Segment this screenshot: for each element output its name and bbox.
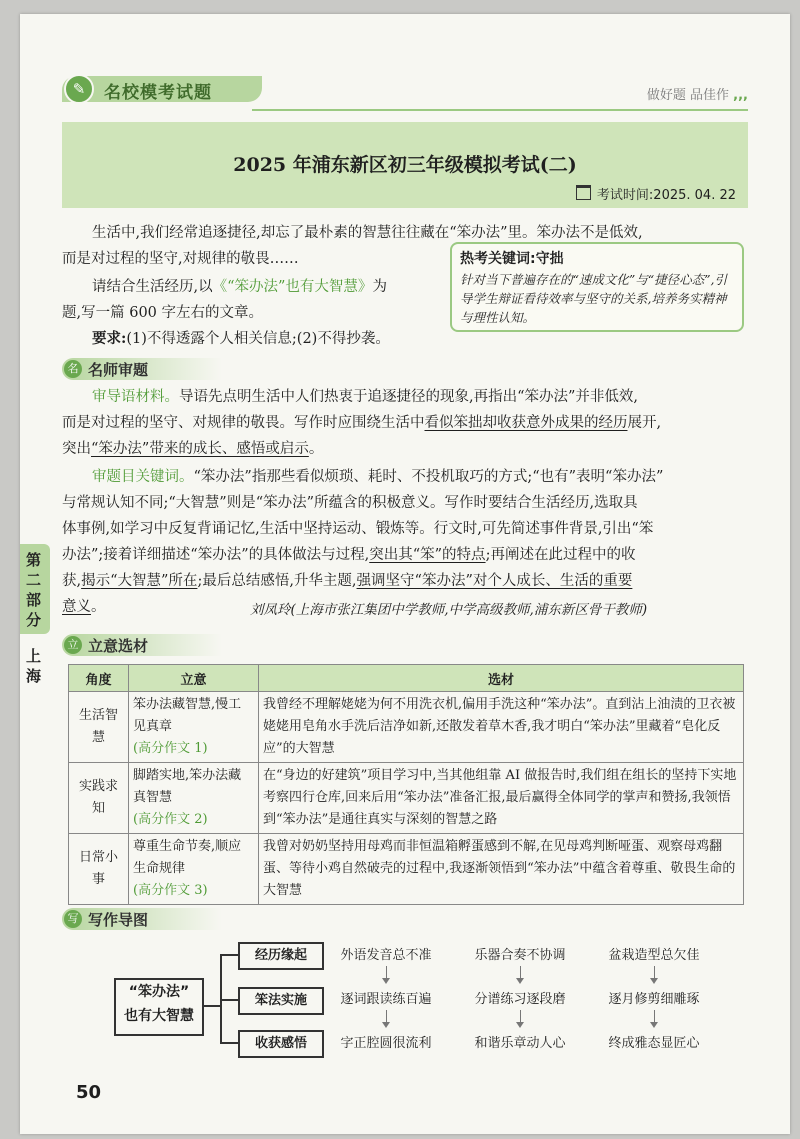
mindmap-item: 字正腔圆很流利 <box>340 1036 432 1051</box>
arrow-down-icon <box>386 966 387 980</box>
calendar-icon <box>576 185 591 200</box>
topics-table <box>68 664 744 905</box>
arrow-down-icon <box>520 1010 521 1024</box>
table-cell-idea: 脚踏实地,笨办法藏真智慧 (高分作文 2) <box>129 763 259 834</box>
page <box>20 14 790 1134</box>
mindmap-heading: 写 写作导图 <box>62 908 222 930</box>
section-banner <box>62 76 262 102</box>
tagline: 做好题 品佳作 ,,, <box>646 88 748 103</box>
connector <box>202 1005 220 1007</box>
table-cell-material: 在“身边的好建筑”项目学习中,当其他组靠 AI 做报告时,我们组在组长的坚持下实地考察四行仓库,回来后用“笨办法”准备汇报,最后赢得全体同学的掌声和赞扬,我领悟到“笨办法”是通往真实与深刻的智慧之路 <box>259 763 744 834</box>
mindmap-item: 和谐乐章动人心 <box>474 1036 566 1051</box>
table-header-row <box>69 665 744 692</box>
connector <box>220 999 238 1001</box>
table-cell-material: 我曾对奶奶坚持用母鸡而非恒温箱孵蛋感到不解,在见母鸡判断哑蛋、观察母鸡翻蛋、等待小鸡自然破壳的过程中,我逐渐领悟到“笨办法”中蕴含着尊重、敬畏生命的大智慧 <box>259 834 744 905</box>
page-number: 50 <box>76 1082 102 1103</box>
prompt-task-line-1: 请结合生活经历,以《“笨办法”也有大智慧》为 <box>92 279 387 295</box>
exam-time: 考试时间:2025. 04. 22 <box>576 184 736 203</box>
mindmap-icon: 写 <box>64 910 82 928</box>
review-p2-line-3: 体事例,如学习中反复背诵记忆,生活中坚持运动、锻炼等。行文时,可先简述事件背景,引出“笨 <box>62 521 654 537</box>
table-header: 角度 <box>69 665 129 692</box>
keyword-title: 热考关键词:守拙 <box>460 251 564 267</box>
header-rule <box>252 109 748 111</box>
table-cell-idea: 笨办法藏智慧,慢工见真章 (高分作文 1) <box>129 692 259 763</box>
prompt-intro-line-1: 生活中,我们经常追逐捷径,却忘了最朴素的智慧往往藏在“笨办法”里。笨办法不是低效, <box>92 225 643 241</box>
arrow-down-icon <box>520 966 521 980</box>
table-cell-idea: 尊重生命节奏,顺应生命规律 (高分作文 3) <box>129 834 259 905</box>
side-city: 上海 <box>26 647 42 685</box>
mindmap-node-origin: 经历缘起 <box>238 942 324 970</box>
review-author: 刘凤玲(上海市张江集团中学教师,中学高级教师,浦东新区骨干教师) <box>250 602 648 618</box>
review-p1-line-3: 突出“笨办法”带来的成长、感悟或启示。 <box>62 441 324 457</box>
arrow-down-icon <box>654 966 655 980</box>
table-cell-material: 我曾经不理解姥姥为何不用洗衣机,偏用手洗这种“笨办法”。直到沾上油渍的卫衣被姥姥用皂角水手洗后洁净如新,还散发着草木香,我才明白“笨办法”里藏着“皂化反应”的大智慧 <box>259 692 744 763</box>
table-cell-angle: 生活智慧 <box>69 692 129 763</box>
prompt-task-line-2: 题,写一篇 600 字左右的文章。 <box>62 305 264 321</box>
table-cell-angle: 日常小事 <box>69 834 129 905</box>
mindmap-item: 终成雅态显匠心 <box>608 1036 700 1051</box>
review-p2-line-6: 意义。 <box>62 599 106 615</box>
table-row <box>69 692 744 763</box>
exam-title-box <box>62 122 748 208</box>
review-p2-line-4: 办法”;接着详细描述“笨办法”的具体做法与过程,突出其“笨”的特点;再阐述在此过程中的收 <box>62 547 636 563</box>
arrow-down-icon <box>654 1010 655 1024</box>
topics-heading: 立 立意选材 <box>62 634 222 656</box>
review-heading: 名 名师审题 <box>62 358 222 380</box>
exam-title: 2025 年浦东新区初三年级模拟考试(二) <box>233 154 577 176</box>
review-p2-line-2: 与常规认知不同;“大智慧”则是“笨办法”所蕴含的积极意义。写作时要结合生活经历,选取具 <box>62 495 638 511</box>
mindmap-item: 逐词跟读练百遍 <box>340 992 432 1007</box>
review-icon: 名 <box>64 360 82 378</box>
keyword-body: 针对当下普遍存在的“速成文化”与“捷径心态”,引导学生辩证看待效率与坚守的关系,培养务实精神与理性认知。 <box>460 272 728 325</box>
arrow-down-icon <box>386 1010 387 1024</box>
mindmap-root: “笨办法” 也有大智慧 <box>114 978 204 1036</box>
connector <box>220 1042 238 1044</box>
mindmap-item: 盆栽造型总欠佳 <box>608 948 700 963</box>
connector <box>220 954 238 956</box>
review-p2-line-5: 获,揭示“大智慧”所在;最后总结感悟,升华主题,强调坚守“笨办法”对个人成长、生活的重要 <box>62 573 633 589</box>
topics-icon: 立 <box>64 636 82 654</box>
side-tab: 第二部分 <box>20 544 50 634</box>
table-cell-angle: 实践求知 <box>69 763 129 834</box>
mindmap-item: 逐月修剪细雕琢 <box>608 992 700 1007</box>
review-p1-line-1: 审导语材料。导语先点明生活中人们热衷于追逐捷径的现象,再指出“笨办法”并非低效, <box>92 389 639 405</box>
table-row <box>69 763 744 834</box>
review-p2-line-1: 审题目关键词。“笨办法”指那些看似烦琐、耗时、不投机取巧的方式;“也有”表明“笨办法” <box>92 469 664 485</box>
banner-title: 名校模考试题 <box>104 83 212 103</box>
mindmap-item: 分谱练习逐段磨 <box>474 992 566 1007</box>
table-row <box>69 834 744 905</box>
pen-icon: ✎ <box>64 74 94 104</box>
keyword-box <box>450 242 744 332</box>
review-p1-line-2: 而是对过程的坚守、对规律的敬畏。写作时应围绕生活中看似笨拙却收获意外成果的经历展开, <box>62 415 662 431</box>
mindmap-item: 外语发音总不准 <box>340 948 432 963</box>
table-header: 立意 <box>129 665 259 692</box>
mindmap-item: 乐器合奏不协调 <box>474 948 566 963</box>
prompt-requirements: 要求:(1)不得透露个人相关信息;(2)不得抄袭。 <box>92 330 390 347</box>
essay-title: 《“笨办法”也有大智慧》 <box>212 279 373 295</box>
mindmap-node-practice: 笨法实施 <box>238 987 324 1015</box>
table-header: 选材 <box>259 665 744 692</box>
prompt-intro-line-2: 而是对过程的坚守,对规律的敬畏…… <box>62 251 299 267</box>
mindmap-node-result: 收获感悟 <box>238 1030 324 1058</box>
